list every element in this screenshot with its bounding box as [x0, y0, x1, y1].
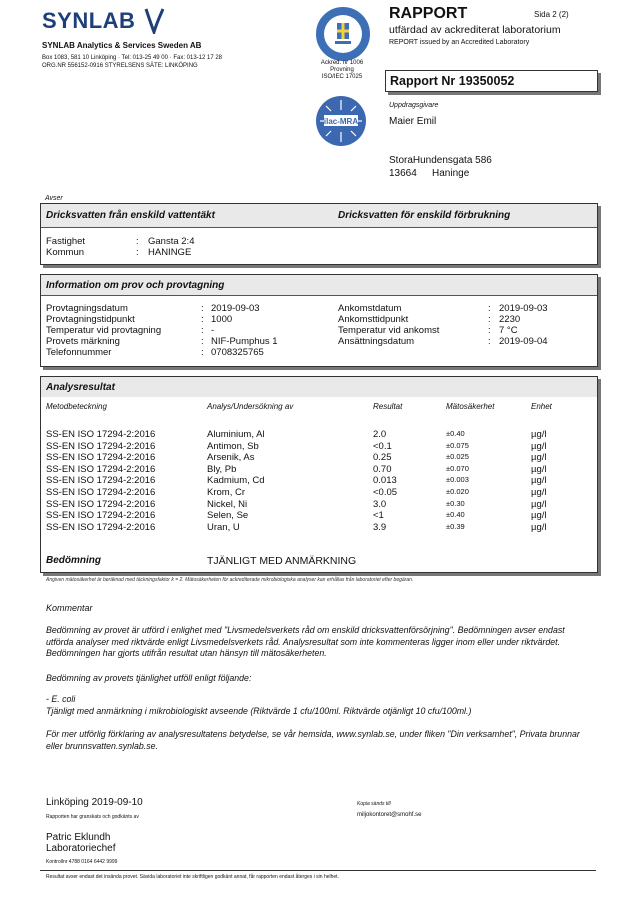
info-left-label: Temperatur vid provtagning [46, 325, 162, 336]
cell-analyte: Bly, Pb [207, 463, 237, 475]
signatory-role: Laboratoriechef [46, 843, 116, 854]
info-left-value: 2019-09-03 [211, 303, 260, 314]
info-left-value: 1000 [211, 314, 233, 325]
cell-result: 2.0 [373, 429, 387, 440]
svg-text:ilac-MRA: ilac-MRA [323, 117, 359, 126]
avser-field-sep: : [136, 247, 139, 258]
info-right-label: Temperatur vid ankomst [338, 325, 440, 336]
info-left-label: Telefonnummer [46, 347, 112, 358]
cell-uncertainty: ±0.39 [446, 521, 465, 531]
table-row [41, 441, 597, 452]
info-right-value: 2019-09-04 [499, 336, 548, 347]
comment-paragraph-1: Bedömning av provet är utförd i enlighet med "Livsmedelsverkets råd om enskild dricksvattenförsörjning". Bedömningen avser endast utförda analyser med riktvärde enligt Livsmedelsverkets råd. Analysresultat som inte kommenteras ligger inom eller under riktvärdet. Bedömningen har gjorts utifrån resultat utan hänsyn till mätosäkerheten. [46, 625, 565, 658]
info-right-value: 2019-09-03 [499, 303, 548, 314]
cell-method: SS-EN ISO 17294-2:2016 [46, 452, 156, 464]
cell-uncertainty: ±0.020 [446, 487, 469, 496]
cell-result: <1 [373, 510, 384, 522]
cell-analyte: Aluminium, Al [207, 429, 265, 440]
cell-analyte: Arsenik, As [207, 452, 255, 464]
cell-method: SS-EN ISO 17294-2:2016 [46, 521, 156, 533]
cell-analyte: Kadmium, Cd [207, 475, 265, 487]
info-sep: : [488, 303, 491, 314]
client-street: StoraHundensgata 586 [389, 155, 492, 166]
uncertainty-footnote: Angiven mätosäkerhet är beräknad med täckningsfaktor k = 2. Mätosäkerheten för ackrediterade mikrobiologiska analyser kan erhållas från laboratoriet efter begäran. [46, 577, 414, 583]
info-sep: : [488, 336, 491, 347]
info-left-value: 0708325765 [211, 347, 264, 358]
info-sep: : [201, 303, 204, 314]
info-right-label: Ansättningsdatum [338, 336, 415, 347]
company-name: SYNLAB Analytics & Services Sweden AB [42, 41, 202, 50]
cell-uncertainty: ±0.30 [446, 498, 465, 508]
cell-analyte: Krom, Cr [207, 487, 245, 498]
info-right-label: Ankomsttidpunkt [338, 314, 409, 325]
info-right-value: 7 °C [499, 325, 518, 336]
comment-ecoli-assessment: Tjänligt med anmärkning i mikrobiologiskt avseende (Riktvärde 1 cfu/100ml. Riktvärde otjänligt 10 cfu/100ml.) [46, 706, 472, 716]
table-row [41, 499, 597, 510]
cell-method: SS-EN ISO 17294-2:2016 [46, 487, 156, 498]
column-header-uncertainty: Mätosäkerhet [446, 402, 495, 411]
page-number: Sida 2 (2) [534, 10, 569, 19]
cell-analyte: Uran, U [207, 521, 240, 533]
cell-uncertainty: ±0.003 [446, 475, 469, 485]
analysis-title: Analysresultat [46, 382, 115, 393]
assessment-label: Bedömning [46, 555, 101, 566]
avser-label: Avser [45, 195, 63, 202]
client-city: Haninge [432, 168, 470, 179]
comment-label: Kommentar [46, 603, 93, 613]
cell-uncertainty: ±0.025 [446, 452, 469, 462]
report-number: Rapport Nr 19350052 [390, 74, 515, 88]
info-sep: : [201, 347, 204, 358]
table-row [41, 522, 597, 533]
cell-unit: µg/l [531, 498, 547, 510]
cell-method: SS-EN ISO 17294-2:2016 [46, 475, 156, 487]
sample-info-header [41, 275, 597, 296]
cell-unit: µg/l [531, 463, 547, 475]
info-sep: : [201, 314, 204, 325]
signature-place-date: Linköping 2019-09-10 [46, 797, 143, 808]
cell-unit: µg/l [531, 521, 547, 533]
copy-label: Kopia sänds till [357, 801, 391, 807]
cell-unit: µg/l [531, 487, 547, 498]
analysis-header [41, 377, 597, 397]
cell-result: 0.70 [373, 463, 392, 475]
info-left-value: - [211, 325, 215, 336]
swedac-seal-icon [316, 7, 370, 61]
avser-box [40, 203, 598, 265]
cell-uncertainty: ±0.40 [446, 510, 465, 520]
column-header-result: Resultat [373, 402, 403, 411]
cell-method: SS-EN ISO 17294-2:2016 [46, 510, 156, 522]
assessment-value: TJÄNLIGT MED ANMÄRKNING [207, 555, 357, 567]
table-row [41, 487, 597, 498]
ilac-mra-icon [316, 96, 366, 146]
info-left-label: Provtagningstidpunkt [46, 314, 135, 325]
cell-result: 3.0 [373, 498, 387, 510]
company-address: Box 1083, 581 10 Linköping · Tel: 013-25 49 00 · Fax: 013-12 17 28 [42, 55, 223, 61]
synlab-logo: SYNLAB [42, 8, 165, 34]
cell-unit: µg/l [531, 452, 547, 464]
comment-ecoli: - E. coli [46, 694, 76, 704]
avser-field-value: HANINGE [148, 247, 192, 258]
table-row [41, 452, 597, 463]
avser-title-right: Dricksvatten för enskild förbrukning [338, 210, 511, 221]
client-postcode: 13664 [389, 168, 417, 179]
client-label: Uppdragsgivare [389, 102, 439, 109]
cell-analyte: Antimon, Sb [207, 440, 259, 452]
info-sep: : [488, 314, 491, 325]
avser-field-label: Kommun [46, 247, 85, 258]
column-header-analyte: Analys/Undersökning av [207, 402, 294, 411]
accreditation-info: Ackred. nr 1006 Provning ISO/IEC 17025 [320, 60, 364, 80]
cell-result: 0.25 [373, 452, 392, 464]
signatory-name: Patric Eklundh [46, 832, 111, 843]
table-row [41, 475, 597, 486]
cell-method: SS-EN ISO 17294-2:2016 [46, 429, 156, 440]
cell-result: <0.1 [373, 440, 392, 452]
company-orgnr: ORG.NR 556152-0916 STYRELSENS SÄTE: LINKÖPING [42, 63, 198, 69]
info-sep: : [201, 325, 204, 336]
info-sep: : [201, 336, 204, 347]
info-right-value: 2230 [499, 314, 521, 325]
signature-reviewed-note: Rapporten har granskats och godkänts av [46, 814, 139, 820]
report-subtitle-en: REPORT issued by an Accredited Laboratory [389, 39, 530, 46]
cell-analyte: Selen, Se [207, 510, 249, 522]
sample-info-box [40, 274, 598, 367]
cell-unit: µg/l [531, 429, 547, 440]
cell-result: 3.9 [373, 521, 387, 533]
cell-result: <0.05 [373, 487, 398, 498]
info-left-label: Provtagningsdatum [46, 303, 128, 314]
client-name: Maier Emil [389, 116, 437, 127]
comment-paragraph-2: Bedömning av provets tjänlighet utföll enligt följande: [46, 673, 252, 683]
cell-uncertainty: ±0.40 [446, 429, 465, 438]
table-row [41, 429, 597, 440]
info-right-label: Ankomstdatum [338, 303, 402, 314]
cell-unit: µg/l [531, 440, 547, 452]
comment-paragraph-4: För mer utförlig förklaring av analysresultatens betydelse, se vår hemsida, www.synlab.se, under fliken "Din verksamhet", Privata brunnar eller brunnsvatten.synlab.se. [46, 729, 580, 751]
sample-info-title: Information om prov och provtagning [46, 280, 225, 291]
footer-disclaimer: Resultat avser endast det insända provet. Sävida laboratoriet inte skriftligen godkänt annat, får rapporten endast återges i sin helhet. [46, 874, 339, 880]
avser-field-value: Gansta 2:4 [148, 236, 195, 247]
cell-uncertainty: ±0.070 [446, 463, 469, 473]
cell-analyte: Nickel, Ni [207, 498, 248, 510]
report-number-box [385, 70, 598, 92]
cell-uncertainty: ±0.075 [446, 440, 469, 450]
avser-field-sep: : [136, 236, 139, 247]
avser-header [41, 204, 597, 228]
analysis-box [40, 376, 598, 573]
avser-title-left: Dricksvatten från enskild vattentäkt [46, 210, 215, 221]
cell-unit: µg/l [531, 475, 547, 487]
report-title: RAPPORT [389, 5, 468, 22]
control-number: Kontrollnr 4788 0164 6442 9999 [46, 859, 118, 865]
cell-result: 0.013 [373, 475, 397, 487]
column-header-unit: Enhet [531, 402, 552, 411]
table-row [41, 464, 597, 475]
report-subtitle: utfärdad av ackrediterat laboratorium [389, 24, 561, 36]
info-sep: : [488, 325, 491, 336]
cell-method: SS-EN ISO 17294-2:2016 [46, 498, 156, 510]
footer-divider [40, 870, 596, 871]
table-row [41, 510, 597, 521]
cell-method: SS-EN ISO 17294-2:2016 [46, 440, 156, 452]
cell-unit: µg/l [531, 510, 547, 522]
info-left-value: NIF-Pumphus 1 [211, 336, 278, 347]
avser-field-label: Fastighet [46, 236, 86, 247]
synlab-logo-mark-icon [143, 8, 165, 34]
cell-method: SS-EN ISO 17294-2:2016 [46, 463, 156, 475]
column-header-method: Metodbeteckning [46, 402, 107, 411]
info-left-label: Provets märkning [46, 336, 120, 347]
copy-recipient: miljokontoret@smohf.se [357, 812, 422, 818]
